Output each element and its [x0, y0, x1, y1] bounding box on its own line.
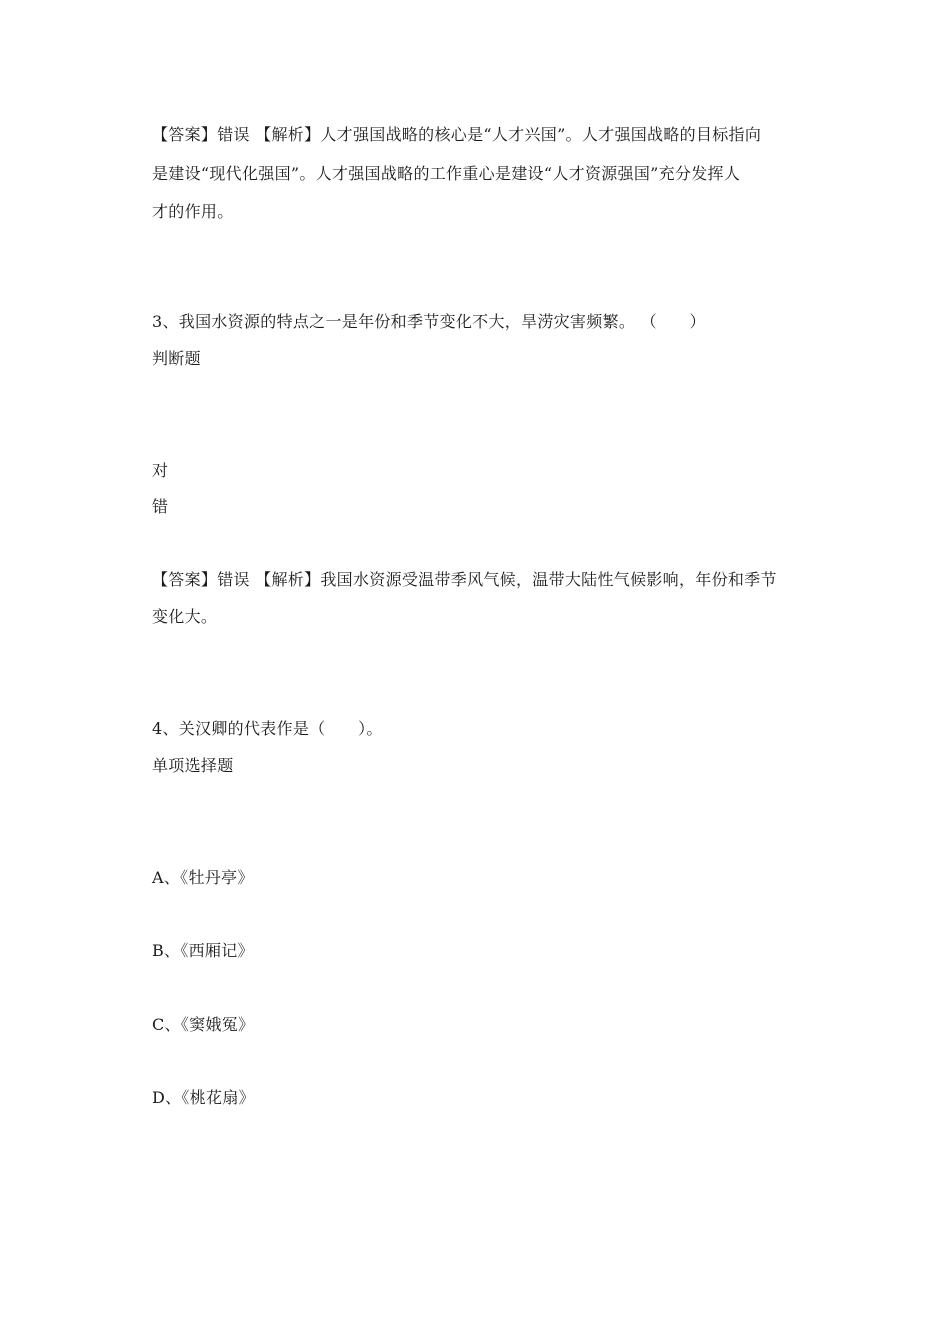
question-text: 4、关汉卿的代表作是（ ）。 [152, 719, 383, 738]
question-text: 3、我国水资源的特点之一是年份和季节变化不大，旱涝灾害频繁。 （ ） [152, 312, 706, 331]
answer-line: 才的作用。 [152, 202, 234, 221]
answer-line: 变化大。 [152, 607, 218, 626]
answer-line: 【答案】错误 【解析】人才强国战略的核心是“人才兴国”。人才强国战略的目标指向 [152, 125, 762, 144]
question-type: 单项选择题 [152, 756, 234, 775]
option-d[interactable]: D、《桃花扇》 [152, 1088, 255, 1107]
option-c[interactable]: C、《窦娥冤》 [152, 1015, 255, 1034]
question-type: 判断题 [152, 349, 201, 368]
answer-line: 是建设“现代化强国”。人才强国战略的工作重心是建设“人才资源强国”充分发挥人 [152, 164, 741, 183]
option-a[interactable]: A、《牡丹亭》 [152, 868, 254, 887]
option-true[interactable]: 对 [152, 461, 169, 480]
answer-line: 【答案】错误 【解析】我国水资源受温带季风气候，温带大陆性气候影响，年份和季节 [152, 570, 777, 589]
option-false[interactable]: 错 [152, 497, 169, 516]
option-b[interactable]: B、《西厢记》 [152, 941, 254, 960]
